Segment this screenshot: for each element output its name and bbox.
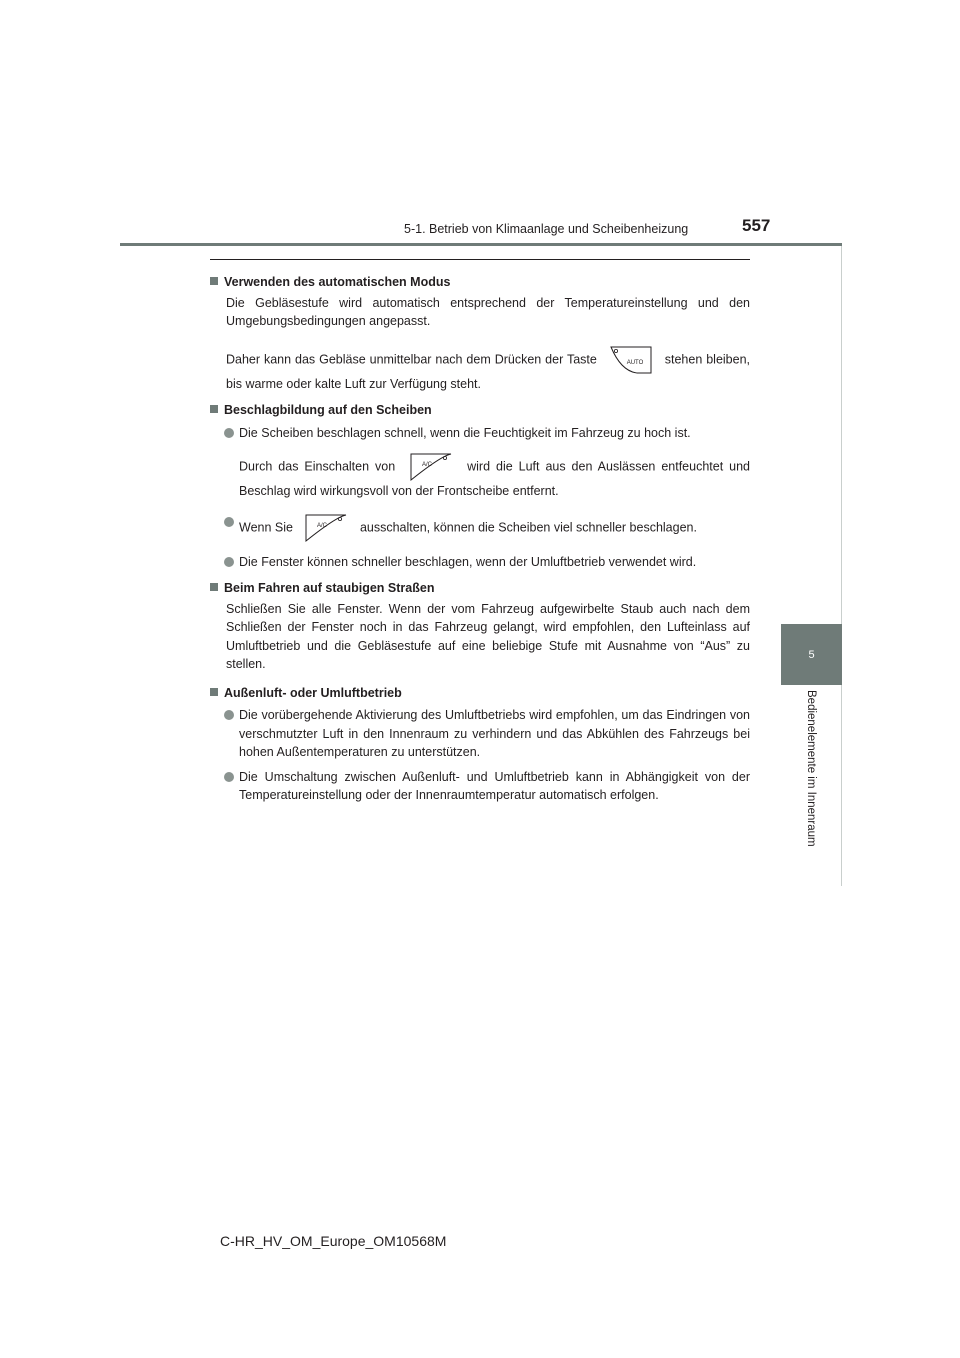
running-header: 5-1. Betrieb von Klimaanlage und Scheibenheizung <box>404 222 689 236</box>
section-heading-text: Verwenden des automatischen Modus <box>224 275 451 289</box>
square-bullet-icon <box>210 277 218 285</box>
list-item-text: ausschalten, können die Scheiben viel schneller beschlagen. <box>359 519 697 534</box>
round-bullet-icon <box>224 710 234 720</box>
section-heading-text: Beschlagbildung auf den Scheiben <box>224 403 432 417</box>
list-item <box>210 553 750 572</box>
round-bullet-icon <box>224 428 234 438</box>
chapter-tab <box>781 624 842 685</box>
section-heading <box>210 684 750 703</box>
paragraph <box>210 345 750 394</box>
svg-text:A/C: A/C <box>422 462 433 468</box>
list-item <box>210 706 750 762</box>
header-rule <box>120 243 842 246</box>
round-bullet-icon <box>224 517 234 527</box>
svg-text:A/C: A/C <box>317 522 328 529</box>
paragraph-text: stehen bleiben, bis warme oder kalte Luft zur Verfügung steht. <box>226 351 751 391</box>
round-bullet-icon <box>224 772 234 782</box>
round-bullet-icon <box>224 557 234 567</box>
list-item-text: Die Umschaltung zwischen Außenluft- und Umluftbetrieb kann in Abhängigkeit von der Temperatureinstellung oder der Innenraumtemperatur automatisch erfolgen. <box>239 769 750 802</box>
list-item-text: Durch das Einschalten von <box>239 459 396 474</box>
list-item <box>210 768 750 805</box>
auto-button-icon <box>607 345 655 375</box>
list-item-text: wird die Luft aus den Auslässen entfeuchtet und Beschlag wird wirkungsvoll von der Frontscheibe entfernt. <box>239 459 750 498</box>
list-item-text: Die vorübergehende Aktivierung des Umluftbetriebs wird empfohlen, um das Eindringen von verschmutzter Luft in den Innenraum zu verhindern und das Abkühlen des Fahrzeugs bei hohen Außentemperaturen zu unterstützen. <box>239 708 750 759</box>
section-heading-text: Beim Fahren auf staubigen Straßen <box>224 581 435 595</box>
paragraph: Die Gebläsestufe wird automatisch entsprechend der Temperatureinstellung und den Umgebungsbedingungen angepasst. <box>226 295 750 328</box>
list-item <box>210 513 750 543</box>
square-bullet-icon <box>210 583 218 591</box>
document-code: C-HR_HV_OM_Europe_OM10568M <box>220 1233 447 1249</box>
list-item-text: Wenn Sie <box>239 519 293 534</box>
section-heading <box>210 401 750 420</box>
content-rule <box>210 259 750 260</box>
chapter-number: 5 <box>808 648 815 661</box>
list-item-text: Die Scheiben beschlagen schnell, wenn die Feuchtigkeit im Fahrzeug zu hoch ist. <box>239 425 691 440</box>
section-heading <box>210 273 750 292</box>
paragraph-text: Daher kann das Gebläse unmittelbar nach dem Drücken der Taste <box>226 351 597 366</box>
page-number: 557 <box>742 216 771 235</box>
square-bullet-icon <box>210 688 218 696</box>
ac-button-icon <box>302 513 350 543</box>
section-heading <box>210 579 750 598</box>
paragraph: Schließen Sie alle Fenster. Wenn der vom Fahrzeug aufgewirbelte Staub auch nach dem Schließen der Fenster noch in das Fahrzeug gelangt, wird empfohlen, den Lufteinlass auf Umluftbetrieb und die Gebläsestufe auf eine beliebige Stufe mit Ausnahme von “Aus” zu stellen. <box>226 601 750 671</box>
page-body <box>210 269 750 805</box>
square-bullet-icon <box>210 405 218 413</box>
side-divider <box>841 246 842 886</box>
section-heading-text: Außenluft- oder Umluftbetrieb <box>224 685 402 700</box>
chapter-title: Bedienelemente im Innenraum <box>805 690 817 847</box>
list-item-text: Die Fenster können schneller beschlagen, wenn der Umluftbetrieb verwendet wird. <box>239 554 697 569</box>
list-item <box>210 424 750 501</box>
auto-button-label: AUTO <box>626 359 644 366</box>
ac-button-icon <box>407 452 455 482</box>
